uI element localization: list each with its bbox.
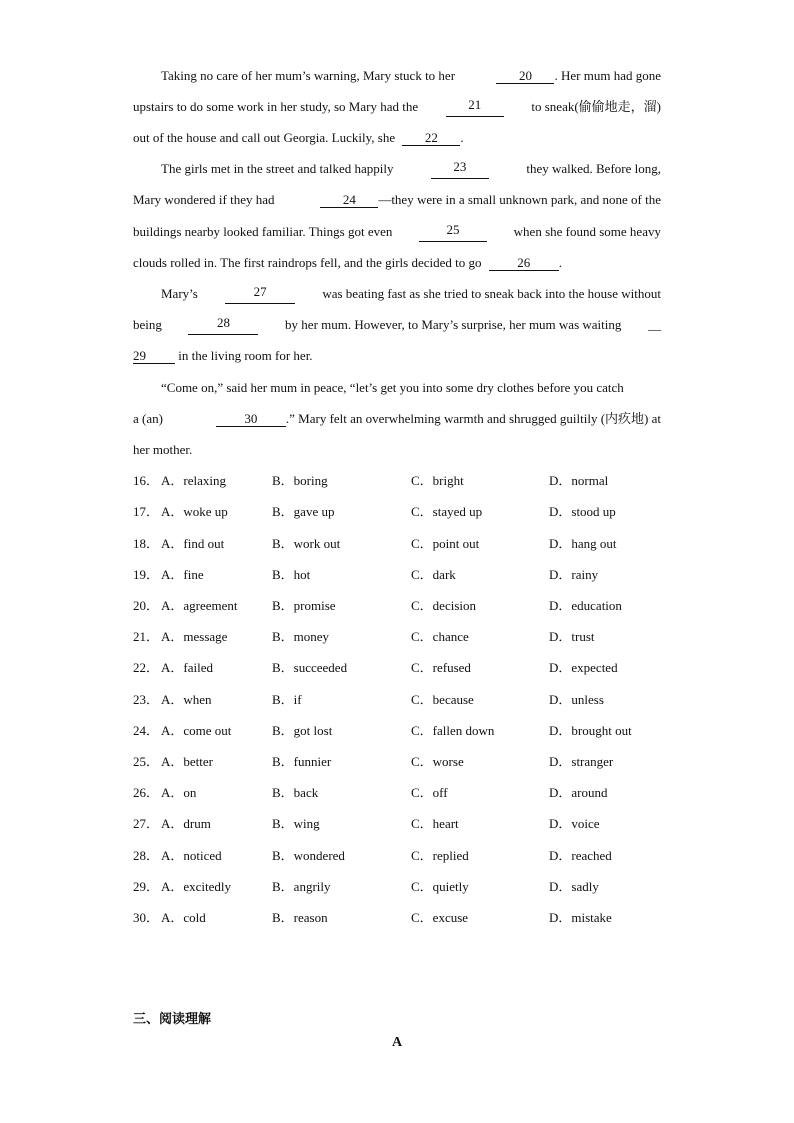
option-a: A．on bbox=[161, 785, 197, 800]
option-c: C．replied bbox=[411, 848, 469, 863]
question-number: 27． bbox=[133, 816, 160, 831]
option-a: A．when bbox=[161, 692, 212, 707]
option-d: D．mistake bbox=[549, 910, 612, 925]
text: in the living room for her. bbox=[178, 348, 313, 363]
option-b: B．money bbox=[272, 629, 330, 644]
option-a: A．failed bbox=[161, 660, 213, 675]
option-d: D．stood up bbox=[549, 504, 616, 519]
passage-line bbox=[161, 66, 661, 86]
option-b: B．gave up bbox=[272, 504, 335, 519]
text: out of the house and call out Georgia. Luckily, she bbox=[133, 130, 396, 145]
text: The girls met in the street and talked happily bbox=[161, 161, 394, 176]
option-b: B．funnier bbox=[272, 754, 332, 769]
option-c: C．decision bbox=[411, 598, 476, 613]
passage-line bbox=[161, 378, 661, 398]
option-b: B．hot bbox=[272, 567, 311, 582]
text: her mother. bbox=[133, 442, 193, 457]
question-row bbox=[133, 721, 693, 741]
text: when she found some heavy bbox=[513, 224, 661, 239]
option-b: B．if bbox=[272, 692, 302, 707]
question-number: 28． bbox=[133, 848, 160, 863]
text: was beating fast as she tried to sneak back into the house without bbox=[322, 286, 661, 301]
option-d: D．around bbox=[549, 785, 608, 800]
option-c: C．bright bbox=[411, 473, 464, 488]
option-a: A．message bbox=[161, 629, 228, 644]
option-d: D．sadly bbox=[549, 879, 599, 894]
question-row bbox=[133, 877, 693, 897]
passage-line bbox=[133, 440, 661, 460]
question-number: 30． bbox=[133, 910, 160, 925]
blank-26: 26 bbox=[489, 255, 559, 271]
option-d: D．stranger bbox=[549, 754, 614, 769]
question-row bbox=[133, 565, 693, 585]
question-number: 20． bbox=[133, 598, 160, 613]
option-b: B．got lost bbox=[272, 723, 333, 738]
option-c: C．refused bbox=[411, 660, 471, 675]
option-b: B．wondered bbox=[272, 848, 345, 863]
text: . bbox=[460, 130, 464, 145]
option-a: A．relaxing bbox=[161, 473, 226, 488]
question-number: 16． bbox=[133, 473, 160, 488]
question-number: 19． bbox=[133, 567, 160, 582]
question-number: 22． bbox=[133, 660, 160, 675]
option-c: C．heart bbox=[411, 816, 459, 831]
text: by her mum. However, to Mary’s surprise, her mum was waiting bbox=[285, 317, 622, 332]
question-number: 17． bbox=[133, 504, 160, 519]
question-number: 25． bbox=[133, 754, 160, 769]
blank-20: 20 bbox=[496, 68, 554, 84]
question-number: 18． bbox=[133, 536, 160, 551]
option-c: C．because bbox=[411, 692, 474, 707]
option-b: B．back bbox=[272, 785, 319, 800]
option-d: D．hang out bbox=[549, 536, 617, 551]
question-row bbox=[133, 814, 693, 834]
question-row bbox=[133, 783, 693, 803]
blank-29: 29 bbox=[133, 348, 175, 364]
blank-22: 22 bbox=[402, 130, 460, 146]
text: they walked. Before long, bbox=[526, 161, 661, 176]
option-c: C．excuse bbox=[411, 910, 469, 925]
option-d: D．normal bbox=[549, 473, 609, 488]
option-c: C．stayed up bbox=[411, 504, 483, 519]
question-row bbox=[133, 658, 693, 678]
question-row bbox=[133, 534, 693, 554]
option-c: C．fallen down bbox=[411, 723, 495, 738]
option-d: D．education bbox=[549, 598, 622, 613]
text: to sneak(偷偷地走，溜) bbox=[531, 99, 661, 114]
option-a: A．cold bbox=[161, 910, 206, 925]
blank-21: 21 bbox=[446, 97, 504, 117]
text: buildings nearby looked familiar. Things got even bbox=[133, 224, 393, 239]
option-c: C．dark bbox=[411, 567, 456, 582]
option-c: C．off bbox=[411, 785, 448, 800]
option-a: A．find out bbox=[161, 536, 225, 551]
option-a: A．noticed bbox=[161, 848, 222, 863]
option-d: D．trust bbox=[549, 629, 595, 644]
text: Mary wondered if they had bbox=[133, 192, 275, 207]
blank-23: 23 bbox=[431, 159, 489, 179]
option-d: D．expected bbox=[549, 660, 618, 675]
option-a: A．excitedly bbox=[161, 879, 232, 894]
option-a: A．drum bbox=[161, 816, 211, 831]
option-d: D．voice bbox=[549, 816, 600, 831]
option-a: A．agreement bbox=[161, 598, 238, 613]
question-number: 29． bbox=[133, 879, 160, 894]
text: __ bbox=[647, 317, 661, 332]
option-b: B．wing bbox=[272, 816, 320, 831]
text: a (an) bbox=[133, 411, 163, 426]
question-number: 26． bbox=[133, 785, 160, 800]
option-b: B．angrily bbox=[272, 879, 331, 894]
text: clouds rolled in. The first raindrops fell, and the girls decided to go bbox=[133, 255, 482, 270]
option-a: A．woke up bbox=[161, 504, 228, 519]
text: “Come on,” said her mum in peace, “let’s get you into some dry clothes before you catch bbox=[161, 380, 624, 395]
passage-line bbox=[133, 315, 661, 335]
passage-line bbox=[133, 190, 661, 210]
question-row bbox=[133, 502, 693, 522]
option-a: A．better bbox=[161, 754, 213, 769]
option-d: D．brought out bbox=[549, 723, 632, 738]
text: . bbox=[558, 255, 563, 270]
text: Taking no care of her mum’s warning, Mary stuck to her bbox=[161, 68, 456, 83]
text: —they were in a small unknown park, and none of the bbox=[378, 192, 661, 207]
passage-line bbox=[133, 128, 661, 148]
option-c: C．quietly bbox=[411, 879, 469, 894]
question-row bbox=[133, 596, 693, 616]
passage-line bbox=[161, 284, 661, 304]
blank-30: 30 bbox=[216, 411, 286, 427]
passage-line bbox=[133, 97, 661, 117]
passage-line bbox=[133, 253, 661, 273]
option-c: C．point out bbox=[411, 536, 480, 551]
option-a: A．fine bbox=[161, 567, 204, 582]
blank-24: 24 bbox=[320, 192, 378, 208]
option-d: D．reached bbox=[549, 848, 612, 863]
question-number: 23． bbox=[133, 692, 160, 707]
option-c: C．chance bbox=[411, 629, 469, 644]
option-b: B．reason bbox=[272, 910, 328, 925]
option-b: B．work out bbox=[272, 536, 341, 551]
question-row bbox=[133, 690, 693, 710]
passage-line bbox=[133, 346, 661, 366]
passage-line bbox=[133, 222, 661, 242]
question-number: 24． bbox=[133, 723, 160, 738]
option-b: B．succeeded bbox=[272, 660, 348, 675]
question-row bbox=[133, 908, 693, 928]
section-subtitle: A bbox=[391, 1035, 403, 1050]
passage-line bbox=[133, 409, 661, 429]
text: .” Mary felt an overwhelming warmth and shrugged guiltily (内疚地) at bbox=[285, 411, 661, 426]
option-d: D．rainy bbox=[549, 567, 599, 582]
question-row bbox=[133, 752, 693, 772]
text: . Her mum had gone bbox=[554, 68, 661, 83]
option-a: A．come out bbox=[161, 723, 232, 738]
question-number: 21． bbox=[133, 629, 160, 644]
blank-27: 27 bbox=[225, 284, 295, 304]
question-row bbox=[133, 471, 693, 491]
text: being bbox=[133, 317, 162, 332]
option-c: C．worse bbox=[411, 754, 464, 769]
passage-line bbox=[161, 159, 661, 179]
text: Mary’s bbox=[161, 286, 198, 301]
blank-28: 28 bbox=[188, 315, 258, 335]
question-row bbox=[133, 846, 693, 866]
option-b: B．promise bbox=[272, 598, 336, 613]
text: upstairs to do some work in her study, so Mary had the bbox=[133, 99, 419, 114]
option-d: D．unless bbox=[549, 692, 604, 707]
section-title: 三、阅读理解 bbox=[133, 1012, 212, 1027]
blank-25: 25 bbox=[419, 222, 487, 242]
question-row bbox=[133, 627, 693, 647]
option-b: B．boring bbox=[272, 473, 328, 488]
